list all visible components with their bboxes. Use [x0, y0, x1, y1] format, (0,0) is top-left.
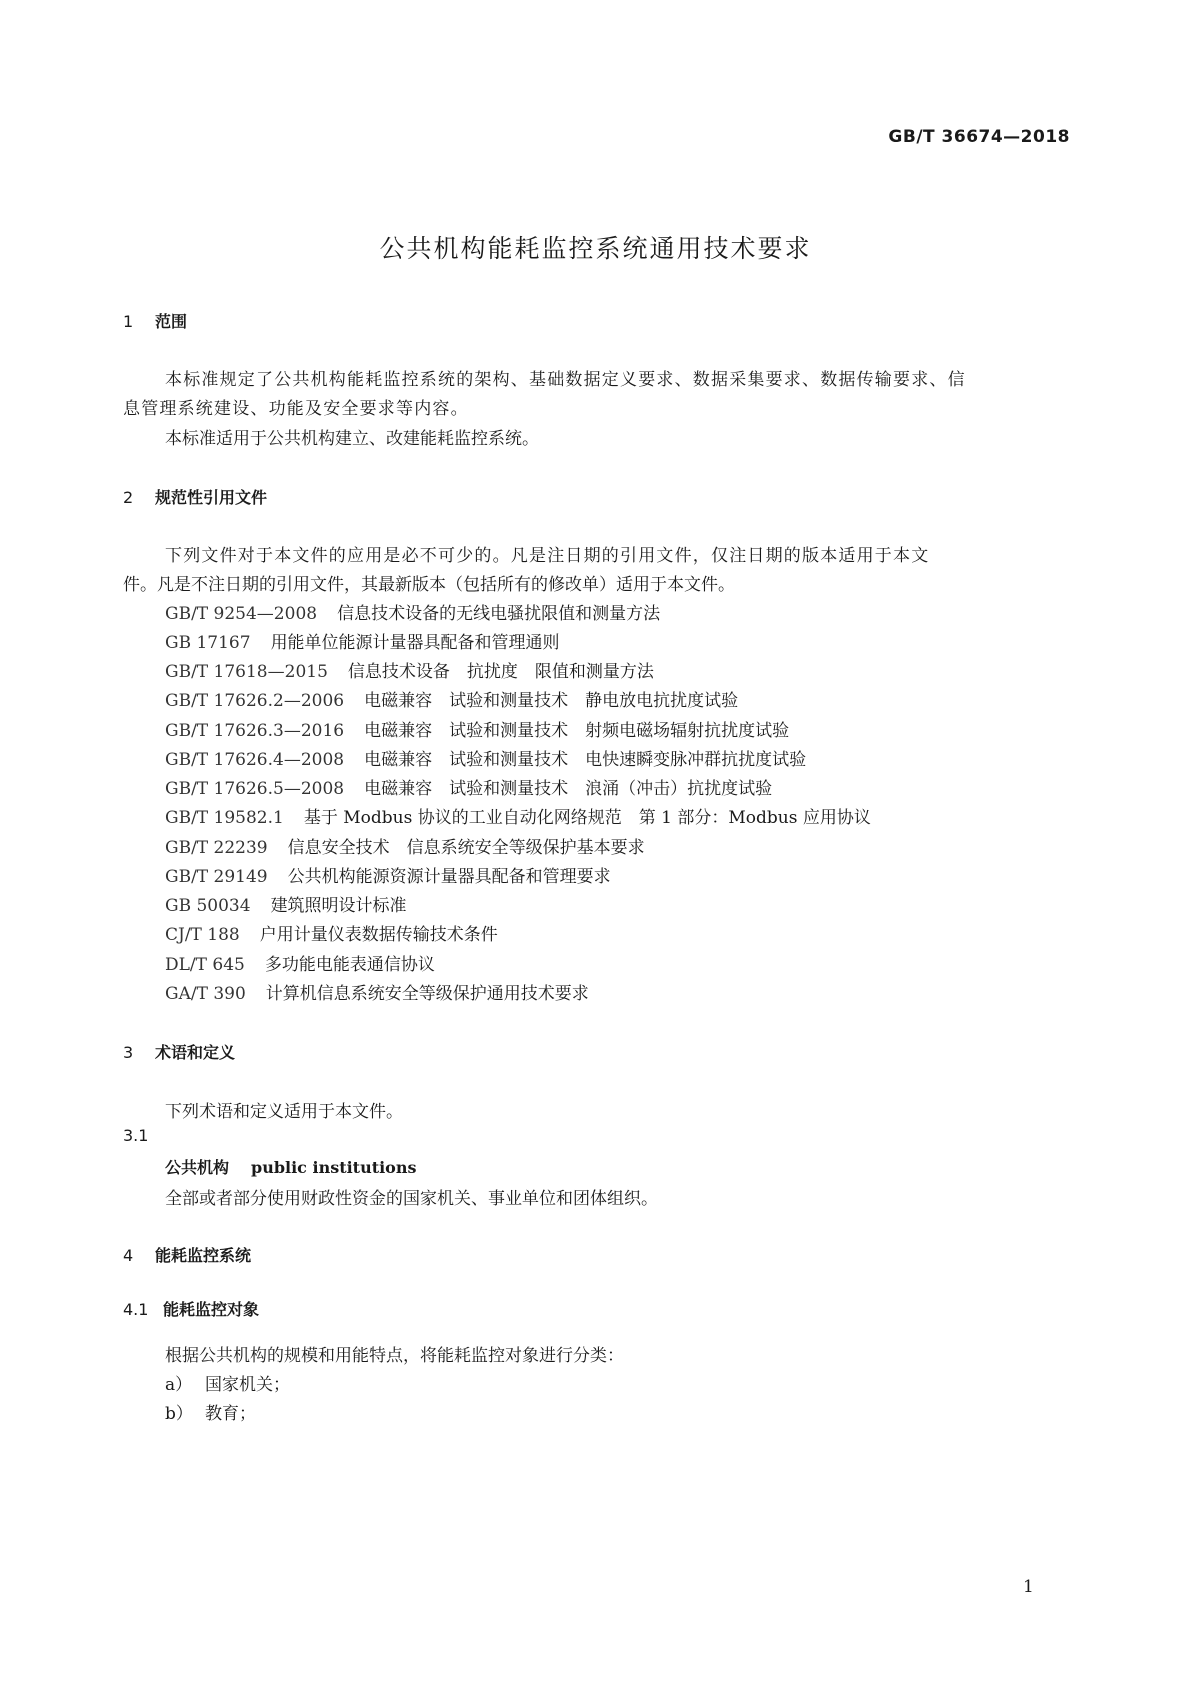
reference-code: GB 50034 — [165, 896, 251, 916]
reference-item — [165, 716, 789, 741]
paragraph: 根据公共机构的规模和用能特点，将能耗监控对象进行分类： — [165, 1346, 624, 1366]
paragraph-line: 下列文件对于本文件的应用是必不可少的。凡是注日期的引用文件，仅注日期的版本适用于本文 — [165, 546, 930, 566]
reference-title: 电磁兼容 试验和测量技术 电快速瞬变脉冲群抗扰度试验 — [364, 750, 807, 770]
reference-title: 计算机信息系统安全等级保护通用技术要求 — [265, 984, 589, 1004]
list-text: 国家机关； — [205, 1375, 290, 1395]
reference-item — [165, 833, 645, 858]
reference-item — [165, 686, 738, 711]
reference-code: GB/T 9254—2008 — [165, 604, 318, 624]
subsection-4-1-heading — [123, 1297, 259, 1320]
reference-item — [165, 920, 498, 945]
subsection-number: 4.1 — [123, 1300, 149, 1319]
page-number: 1 — [1023, 1577, 1034, 1597]
reference-title: 电磁兼容 试验和测量技术 射频电磁场辐射抗扰度试验 — [364, 721, 790, 741]
reference-title: 信息安全技术 信息系统安全等级保护基本要求 — [287, 838, 645, 858]
reference-code: DL/T 645 — [165, 955, 245, 975]
reference-title: 建筑照明设计标准 — [270, 896, 407, 916]
reference-title: 电磁兼容 试验和测量技术 静电放电抗扰度试验 — [364, 691, 739, 711]
reference-title: 用能单位能源计量器具配备和管理通则 — [270, 633, 560, 653]
section-4-heading — [123, 1243, 251, 1266]
subsection-title: 能耗监控对象 — [163, 1300, 260, 1319]
reference-code: GB/T 17626.4—2008 — [165, 750, 345, 770]
reference-code: GB 17167 — [165, 633, 251, 653]
section-2-heading — [123, 485, 267, 508]
reference-title: 信息技术设备 抗扰度 限值和测量方法 — [347, 662, 654, 682]
list-item — [165, 1399, 256, 1424]
list-marker: b） — [165, 1404, 193, 1424]
list-text: 教育； — [205, 1404, 256, 1424]
reference-code: GA/T 390 — [165, 984, 246, 1004]
reference-code: GB/T 17626.2—2006 — [165, 691, 345, 711]
reference-item — [165, 950, 435, 975]
reference-item — [165, 979, 589, 1004]
section-3-heading — [123, 1040, 235, 1063]
section-title: 术语和定义 — [155, 1043, 236, 1062]
term-chinese: 公共机构 — [165, 1158, 230, 1177]
paragraph: 下列术语和定义适用于本文件。 — [165, 1102, 403, 1122]
term-number: 3.1 — [123, 1126, 149, 1145]
list-item — [165, 1370, 290, 1395]
section-number: 2 — [123, 488, 134, 507]
reference-code: GB/T 29149 — [165, 867, 268, 887]
reference-title: 公共机构能源资源计量器具配备和管理要求 — [287, 867, 611, 887]
term-english: public institutions — [251, 1158, 417, 1177]
section-number: 1 — [123, 312, 134, 331]
reference-title: 户用计量仪表数据传输技术条件 — [259, 925, 498, 945]
reference-item — [165, 657, 654, 682]
section-1-heading — [123, 309, 187, 332]
reference-title: 基于 Modbus 协议的工业自动化网络规范 第 1 部分：Modbus 应用协议 — [303, 808, 871, 828]
reference-item — [165, 803, 871, 828]
section-number: 4 — [123, 1246, 134, 1265]
reference-item — [165, 862, 611, 887]
term-definition: 全部或者部分使用财政性资金的国家机关、事业单位和团体组织。 — [165, 1189, 658, 1209]
reference-item — [165, 599, 660, 624]
reference-item — [165, 745, 806, 770]
reference-code: GB/T 22239 — [165, 838, 268, 858]
list-marker: a） — [165, 1375, 193, 1395]
reference-title: 电磁兼容 试验和测量技术 浪涌（冲击）抗扰度试验 — [364, 779, 773, 799]
reference-item — [165, 891, 407, 916]
paragraph-line: 息管理系统建设、功能及安全要求等内容。 — [123, 399, 469, 419]
reference-title: 信息技术设备的无线电骚扰限值和测量方法 — [337, 604, 661, 624]
standard-code: GB/T 36674—2018 — [888, 127, 1070, 147]
section-number: 3 — [123, 1043, 134, 1062]
section-title: 范围 — [155, 312, 188, 331]
reference-code: GB/T 17626.5—2008 — [165, 779, 345, 799]
document-title: 公共机构能耗监控系统通用技术要求 — [379, 234, 812, 263]
paragraph-line: 本标准规定了公共机构能耗监控系统的架构、基础数据定义要求、数据采集要求、数据传输要求、信 — [165, 370, 966, 390]
reference-item — [165, 774, 772, 799]
reference-title: 多功能电能表通信协议 — [264, 955, 435, 975]
section-title: 规范性引用文件 — [155, 488, 268, 507]
reference-code: GB/T 17618—2015 — [165, 662, 328, 682]
reference-code: GB/T 17626.3—2016 — [165, 721, 345, 741]
section-title: 能耗监控系统 — [155, 1246, 252, 1265]
paragraph-line: 件。凡是不注日期的引用文件，其最新版本（包括所有的修改单）适用于本文件。 — [123, 575, 735, 595]
reference-code: CJ/T 188 — [165, 925, 240, 945]
term-entry — [165, 1155, 416, 1178]
reference-code: GB/T 19582.1 — [165, 808, 284, 828]
paragraph: 本标准适用于公共机构建立、改建能耗监控系统。 — [165, 429, 539, 449]
reference-item — [165, 628, 560, 653]
